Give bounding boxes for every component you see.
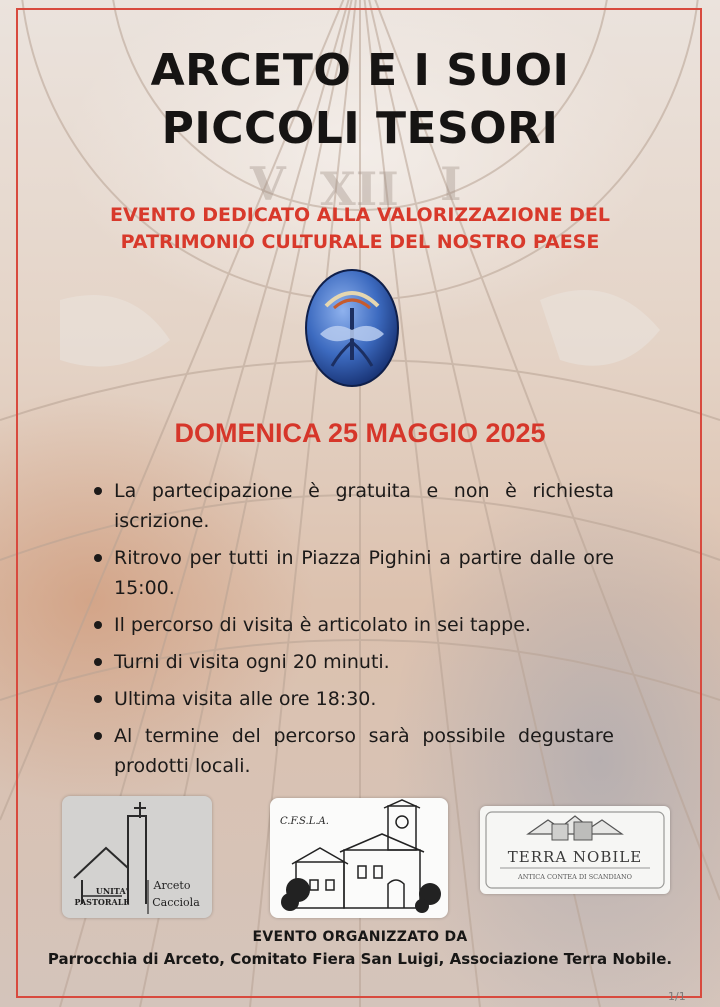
- bullet-dot-icon: [94, 621, 102, 629]
- terra-nobile-subtitle: ANTICA CONTEA DI SCANDIANO: [518, 873, 632, 881]
- cacciola-label: Cacciola: [152, 896, 200, 909]
- list-item-text: Ultima visita alle ore 18:30.: [114, 688, 377, 710]
- subtitle-line-2: PATRIMONIO CULTURALE DEL NOSTRO PAESE: [120, 231, 600, 253]
- organized-by-label: EVENTO ORGANIZZATO DA: [252, 929, 468, 945]
- cfsla-logo: [270, 798, 448, 918]
- list-item: [92, 476, 614, 536]
- svg-text:I: I: [440, 157, 462, 211]
- list-item: [92, 543, 614, 603]
- list-item-text: Ritrovo per tutti in Piazza Pighini a partire dalle ore 15:00.: [114, 547, 614, 599]
- church-outline-icon: [62, 796, 212, 918]
- terra-nobile-logo: [480, 806, 670, 894]
- cfsla-label: C.F.S.L.A.: [280, 816, 329, 827]
- unita-label-2: PASTORALE: [74, 897, 130, 907]
- bullet-dot-icon: [94, 487, 102, 495]
- bullet-dot-icon: [94, 695, 102, 703]
- subtitle-line-1: EVENTO DEDICATO ALLA VALORIZZAZIONE DEL: [109, 204, 611, 226]
- bullet-dot-icon: [94, 554, 102, 562]
- blue-scarab-seal-icon: [304, 268, 400, 388]
- list-item: [92, 721, 614, 781]
- village-sketch-icon: [270, 798, 448, 918]
- poster-subtitle: [40, 202, 680, 256]
- unita-label-1: UNITA': [95, 886, 129, 896]
- list-item: [92, 610, 614, 640]
- unita-pastorale-logo: [62, 796, 212, 918]
- list-item-text: Il percorso di visita è articolato in sei tappe.: [114, 614, 531, 636]
- list-item: [92, 684, 614, 714]
- arceto-label: Arceto: [153, 879, 191, 892]
- terra-nobile-label: TERRA NOBILE: [507, 848, 643, 866]
- event-date: DOMENICA 25 MAGGIO 2025: [174, 418, 546, 448]
- event-info-list: [92, 476, 614, 788]
- list-item-text: Turni di visita ogni 20 minuti.: [114, 651, 390, 673]
- bullet-dot-icon: [94, 732, 102, 740]
- page-number: 1/1: [668, 990, 686, 1003]
- list-item-text: Al termine del percorso sarà possibile degustare prodotti locali.: [114, 725, 614, 777]
- bullet-dot-icon: [94, 658, 102, 666]
- list-item: [92, 647, 614, 677]
- organizers-text: Parrocchia di Arceto, Comitato Fiera San Luigi, Associazione Terra Nobile.: [47, 950, 673, 968]
- svg-text:V: V: [250, 157, 286, 211]
- list-item-text: La partecipazione è gratuita e non è richiesta iscrizione.: [114, 480, 614, 532]
- coat-of-arms-icon: [480, 806, 670, 894]
- title-line-2: PICCOLI TESORI: [161, 103, 559, 154]
- poster-title: [60, 42, 660, 158]
- title-line-1: ARCETO E I SUOI: [150, 45, 570, 96]
- svg-text:XII: XII: [320, 162, 399, 216]
